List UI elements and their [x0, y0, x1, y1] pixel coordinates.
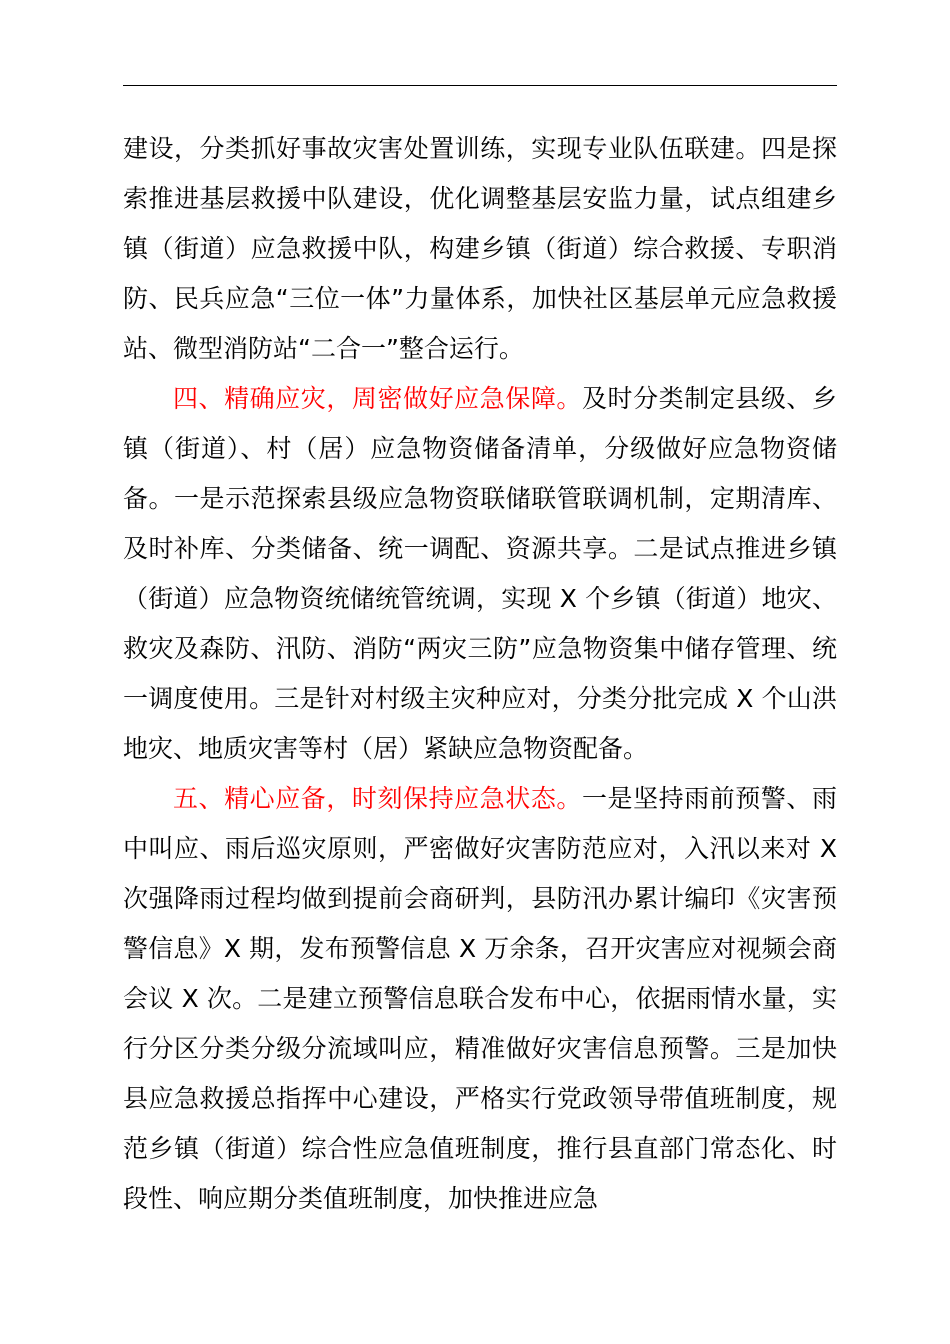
section-heading: 五、精心应备，时刻保持应急状态。	[173, 784, 582, 813]
paragraph-text: 及时分类制定县级、乡镇（街道）、村（居）应急物资储备清单，分级做好应急物资储备。一是示范探索县级应急物资联储联管联调机制，定期清库、及时补库、分类储备、统一调配、资源共享。二是试点推进乡镇（街道）应急物资统储统管统调，实现 X 个乡镇（街道）地灾、救灾及森防、汛防、消防“两灾三防”应急物资集中储存管理、统一调度使用。三是针对村级主灾种应对，分类分批完成 X 个山洪地灾、地质灾害等村（居）紧缺应急物资配备。	[123, 384, 837, 763]
header-rule	[123, 85, 837, 86]
paragraph-text: 建设，分类抓好事故灾害处置训练，实现专业队伍联建。四是探索推进基层救援中队建设，优化调整基层安监力量，试点组建乡镇（街道）应急救援中队，构建乡镇（街道）综合救援、专职消防、民兵应急“三位一体”力量体系，加快社区基层单元应急救援站、微型消防站“二合一”整合运行。	[123, 134, 837, 363]
paragraph-continuation	[123, 124, 837, 374]
paragraph-text: 一是坚持雨前预警、雨中叫应、雨后巡灾原则，严密做好灾害防范应对，入汛以来对 X 次强降雨过程均做到提前会商研判，县防汛办累计编印《灾害预警信息》X 期，发布预警信息 X 万余条，召开灾害应对视频会商会议 X 次。二是建立预警信息联合发布中心，依据雨情水量，实行分区分类分级分流域叫应，精准做好灾害信息预警。三是加快县应急救援总指挥中心建设，严格实行党政领导带值班制度，规范乡镇（街道）综合性应急值班制度，推行县直部门常态化、时段性、响应期分类值班制度，加快推进应急	[123, 784, 837, 1213]
paragraph-section-four	[123, 374, 837, 774]
document-body	[123, 124, 837, 1224]
paragraph-section-five	[123, 774, 837, 1224]
section-heading: 四、精确应灾，周密做好应急保障。	[173, 384, 582, 413]
